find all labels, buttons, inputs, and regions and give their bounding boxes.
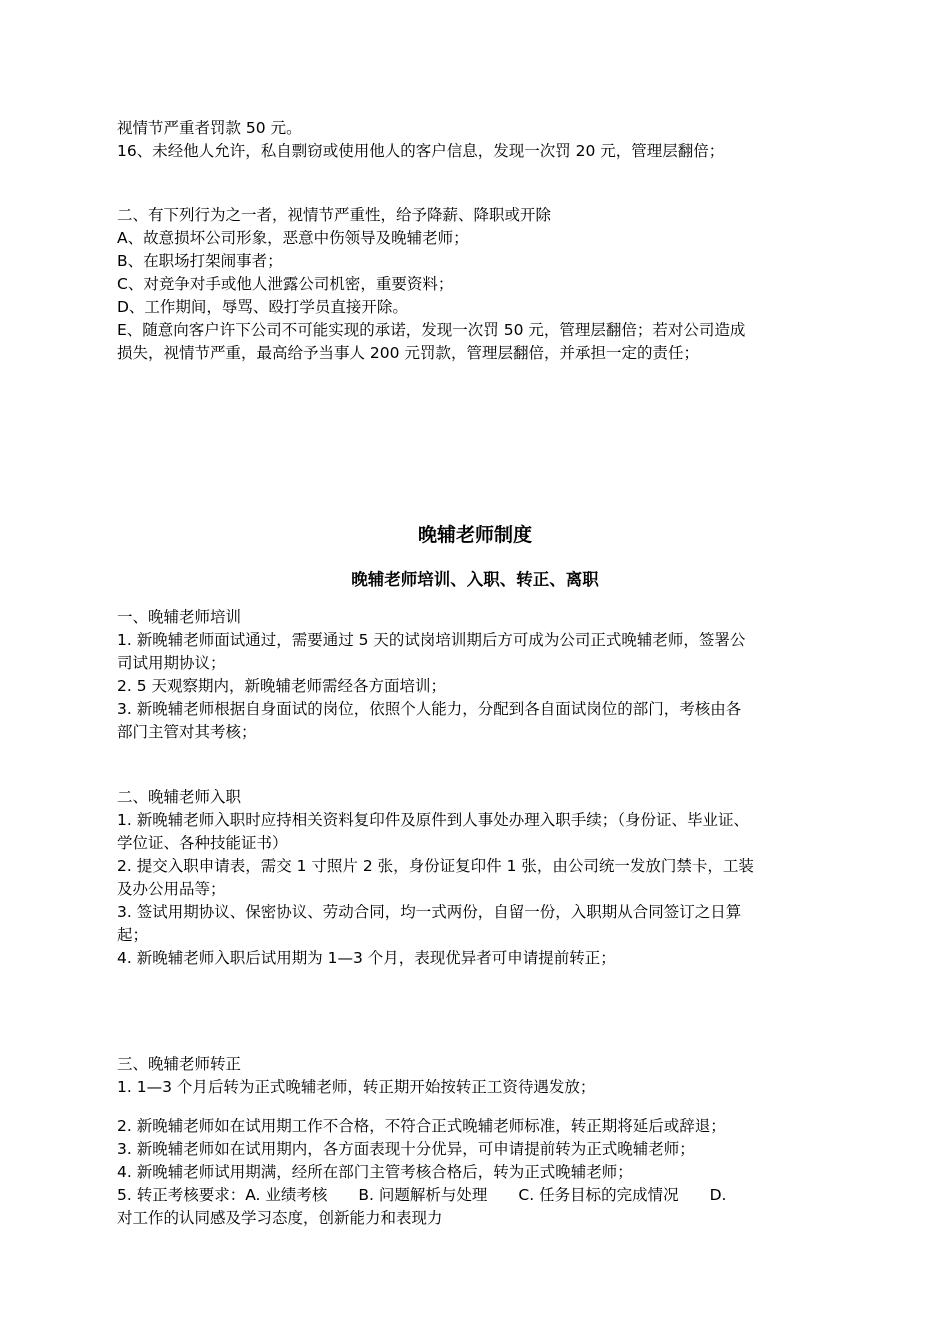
list-item: 对工作的认同感及学习态度，创新能力和表现力 [117,1209,443,1227]
list-item: 及办公用品等； [117,880,226,898]
list-item: 司试用期协议； [117,654,226,672]
list-item: 4. 新晚辅老师试用期满，经所在部门主管考核合格后，转为正式晚辅老师； [117,1163,633,1181]
list-item: 1. 1—3 个月后转为正式晚辅老师，转正期开始按转正工资待遇发放； [117,1078,596,1096]
list-item: 3. 新晚辅老师根据自身面试的岗位，依照个人能力，分配到各自面试岗位的部门，考核由各 [117,700,742,718]
section-heading: 三、晚辅老师转正 [117,1055,242,1073]
section-heading: 二、有下列行为之一者，视情节严重性，给予降薪、降职或开除 [117,206,552,224]
list-item: D、工作期间，辱骂、殴打学员直接开除。 [117,298,408,316]
list-item: C、对竞争对手或他人泄露公司机密，重要资料； [117,275,454,293]
list-item: A、故意损坏公司形象，恶意中伤领导及晚辅老师； [117,229,469,247]
list-item: 学位证、各种技能证书） [117,834,288,852]
section-heading: 一、晚辅老师培训 [117,608,242,626]
list-item: 2. 5 天观察期内，新晚辅老师需经各方面培训； [117,677,447,695]
section-heading: 二、晚辅老师入职 [117,788,242,806]
list-item: 部门主管对其考核； [117,723,257,741]
list-item: B、在职场打架闹事者； [117,252,283,270]
list-item: 起； [117,926,149,944]
text-line: 16、未经他人允许，私自剽窃或使用他人的客户信息，发现一次罚 20 元，管理层翻倍； [117,142,725,160]
list-item: 1. 新晚辅老师入职时应持相关资料复印件及原件到人事处办理入职手续；（身份证、毕业证、 [117,811,749,829]
list-item: 3. 签试用期协议、保密协议、劳动合同，均一式两份，自留一份，入职期从合同签订之日算 [117,903,742,921]
document-subtitle: 晚辅老师培训、入职、转正、离职 [351,570,599,589]
list-item: 2. 新晚辅老师如在试用期工作不合格，不符合正式晚辅老师标准，转正期将延后或辞退； [117,1117,726,1135]
list-item: 2. 提交入职申请表，需交 1 寸照片 2 张，身份证复印件 1 张，由公司统一发放门禁卡，工装 [117,857,754,875]
list-item: 5. 转正考核要求：A. 业绩考核 B. 问题解析与处理 C. 任务目标的完成情况 D. [117,1186,727,1204]
list-item: 3. 新晚辅老师如在试用期内，各方面表现十分优异，可申请提前转为正式晚辅老师； [117,1140,695,1158]
list-item: E、随意向客户许下公司不可能实现的承诺，发现一次罚 50 元，管理层翻倍；若对公司造成 [117,321,746,339]
list-item: 1. 新晚辅老师面试通过，需要通过 5 天的试岗培训期后方可成为公司正式晚辅老师，签署公 [117,631,746,649]
document-title: 晚辅老师制度 [417,524,532,546]
list-item: 损失，视情节严重，最高给予当事人 200 元罚款，管理层翻倍，并承担一定的责任； [117,344,699,362]
list-item: 4. 新晚辅老师入职后试用期为 1—3 个月，表现优异者可申请提前转正； [117,949,616,967]
text-line: 视情节严重者罚款 50 元。 [117,119,302,137]
